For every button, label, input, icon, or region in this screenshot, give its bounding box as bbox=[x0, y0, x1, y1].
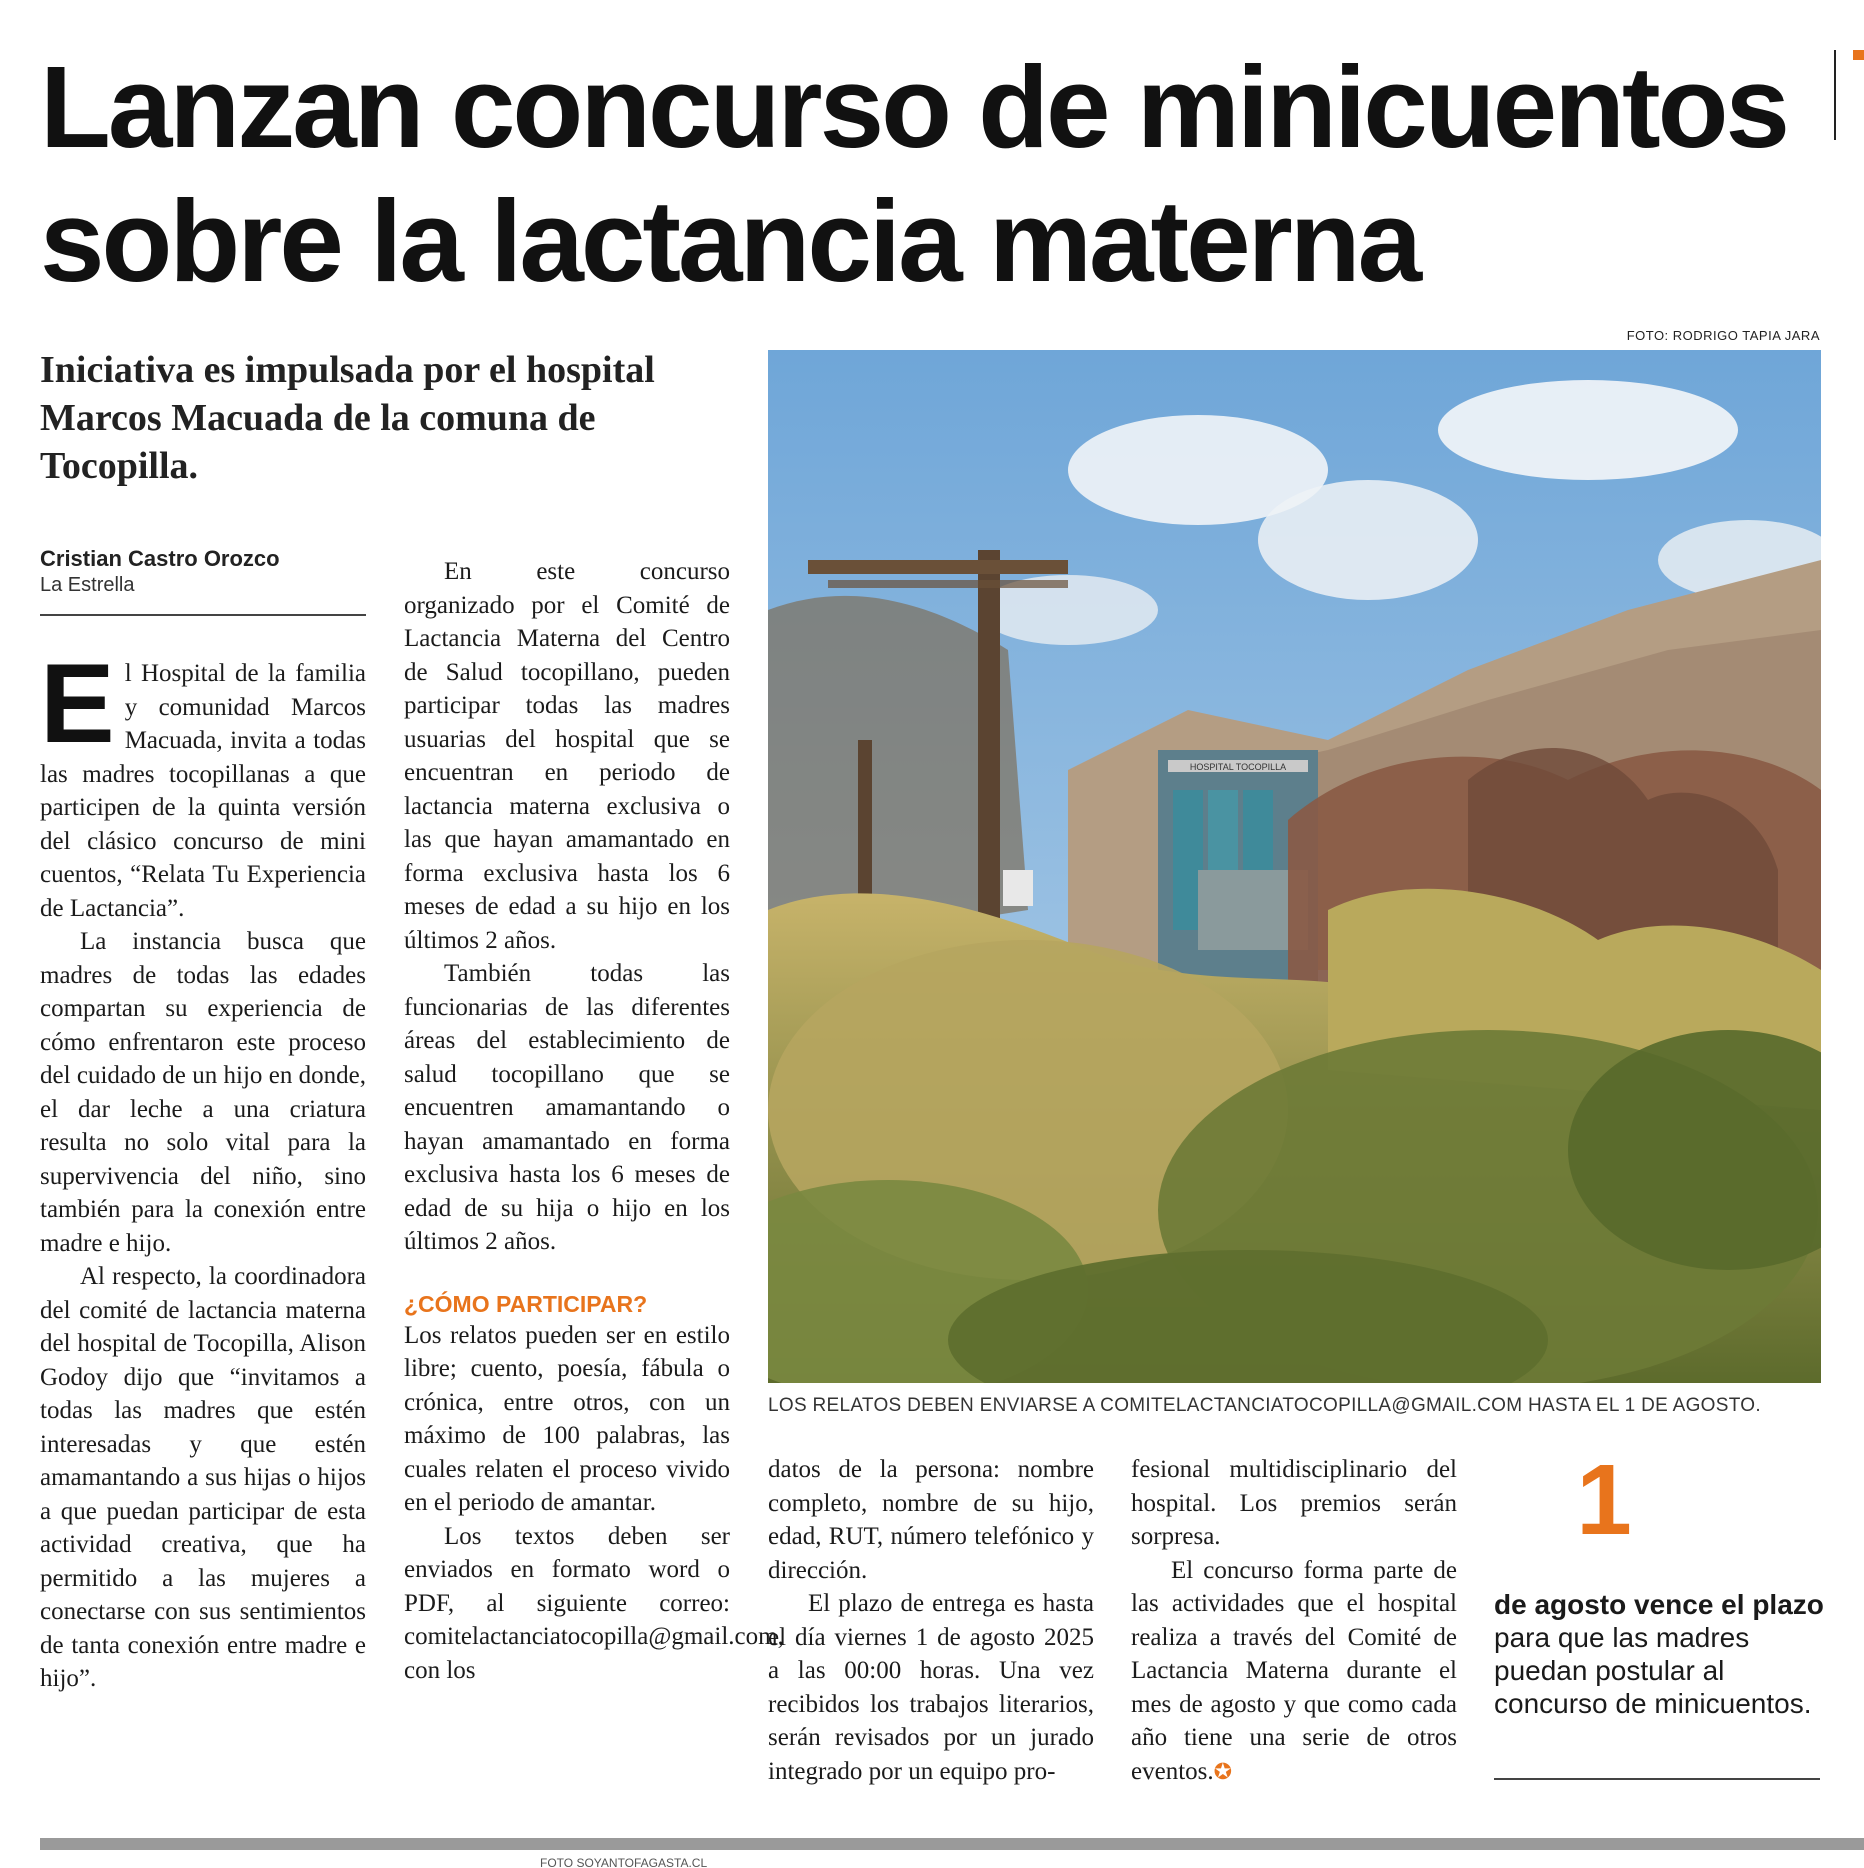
byline-author: Cristian Castro Orozco bbox=[40, 546, 280, 571]
byline-outlet: La Estrella bbox=[40, 574, 135, 596]
end-mark-icon: ✪ bbox=[1213, 1759, 1233, 1785]
article-column-2 bbox=[404, 555, 784, 1687]
photo-credit: FOTO: RODRIGO TAPIA JARA bbox=[1626, 328, 1820, 343]
drop-cap: E bbox=[40, 641, 115, 766]
paragraph: l Hospital de la familia y comunidad Marcos Macuada, invita a todas las madres tocopillanas a que participen de la quinta versión del clásico concurso de mini cuentos, “Relata Tu Experiencia de Lactancia”. bbox=[40, 660, 366, 922]
article-column-1 bbox=[40, 641, 366, 1696]
fact-text-bold: de agosto vence el plazo bbox=[1494, 1589, 1824, 1620]
fact-box-rule bbox=[1494, 1778, 1820, 1780]
paragraph: También todas las funcionarias de las diferentes áreas del establecimiento de salud tocopillano que se encuentren amamantando o hayan amamantado en forma exclusiva hasta los 6 meses de edad de su hija o hijo en los últimos 2 años. bbox=[404, 960, 730, 1255]
paragraph: El plazo de entrega es hasta el día viernes 1 de agosto 2025 a las 00:00 horas. Una vez recibidos los trabajos literarios, serán revisados por un jurado integrado por un equipo pro- bbox=[768, 1590, 1094, 1785]
paragraph: Los relatos pueden ser en estilo libre; cuento, poesía, fábula o crónica, entre otros, con un máximo de 100 palabras, las cuales relaten el proceso vivido en el periodo de amantar. bbox=[404, 1321, 730, 1516]
paragraph: La instancia busca que madres de todas las edades compartan su experiencia de cómo enfrentaron este proceso del cuidado de un hijo en donde, el dar leche a una criatura resulta no solo vital para la supervivencia del niño, sino también para la conexión entre madre e hijo. bbox=[40, 928, 366, 1257]
top-right-accent-marker bbox=[1853, 50, 1864, 60]
article-column-3 bbox=[768, 1453, 1094, 1788]
paragraph: datos de la persona: nombre completo, nombre de su hijo, edad, RUT, número telefónico y dirección. bbox=[768, 1456, 1094, 1584]
paragraph: fesional multidisciplinario del hospital. Los premios serán sorpresa. bbox=[1131, 1456, 1457, 1550]
fact-text bbox=[1494, 1588, 1824, 1720]
bottom-photo-credit: FOTO SOYANTOFAGASTA.CL bbox=[540, 1856, 708, 1868]
top-right-column-rule bbox=[1834, 50, 1836, 140]
hospital-photo bbox=[768, 350, 1821, 1383]
bottom-page-bar bbox=[40, 1838, 1864, 1850]
paragraph-text: El concurso forma parte de las actividades que el hospital realiza a través del Comité de Lactancia Materna durante el mes de agosto y que como cada año tiene una serie de otros eventos. bbox=[1131, 1556, 1457, 1785]
paragraph: En este concurso organizado por el Comité de Lactancia Materna del Centro de Salud tocopillano, pueden participar todas las madres usuarias del hospital que se encuentran en periodo de lactancia materna exclusiva o las que hayan amamantado en forma exclusiva hasta los 6 meses de edad a su hijo en los últimos 2 años. bbox=[404, 558, 730, 954]
article-column-4 bbox=[1131, 1453, 1457, 1789]
byline-rule bbox=[40, 614, 366, 616]
headline-line-2: sobre la lactancia materna bbox=[40, 176, 1420, 306]
paragraph bbox=[1131, 1554, 1457, 1790]
byline bbox=[40, 545, 370, 597]
headline bbox=[40, 40, 1820, 308]
paragraph: Los textos deben ser enviados en formato word o PDF, al siguiente correo: comitelactanciatocopilla@gmail.com, con los bbox=[404, 1522, 784, 1684]
hospital-sign: HOSPITAL TOCOPILLA bbox=[1189, 762, 1287, 772]
headline-line-1: Lanzan concurso de minicuentos bbox=[40, 42, 1787, 172]
fact-text-rest: para que las madres puedan postular al concurso de minicuentos. bbox=[1494, 1622, 1812, 1719]
deck-subtitle: Iniciativa es impulsada por el hospital Marcos Macuada de la comuna de Tocopilla. bbox=[40, 349, 655, 487]
section-subhead: ¿CÓMO PARTICIPAR? bbox=[404, 1290, 648, 1317]
photo-caption: LOS RELATOS DEBEN ENVIARSE A COMITELACTANCIATOCOPILLA@GMAIL.COM HASTA EL 1 DE AGOSTO. bbox=[768, 1395, 1761, 1416]
paragraph: Al respecto, la coordinadora del comité de lactancia materna del hospital de Tocopilla, Alison Godoy dijo que “invitamos a todas las madres que estén interesadas y que estén amamantando a sus hijas o hijos a que puedan participar de esta actividad creativa, que ha permitido a las mujeres a conectarse con sus sentimientos de tanta conexión entre madre e hijo”. bbox=[40, 1263, 366, 1692]
fact-box bbox=[1494, 1444, 1824, 1720]
fact-number: 1 bbox=[1576, 1444, 1632, 1556]
